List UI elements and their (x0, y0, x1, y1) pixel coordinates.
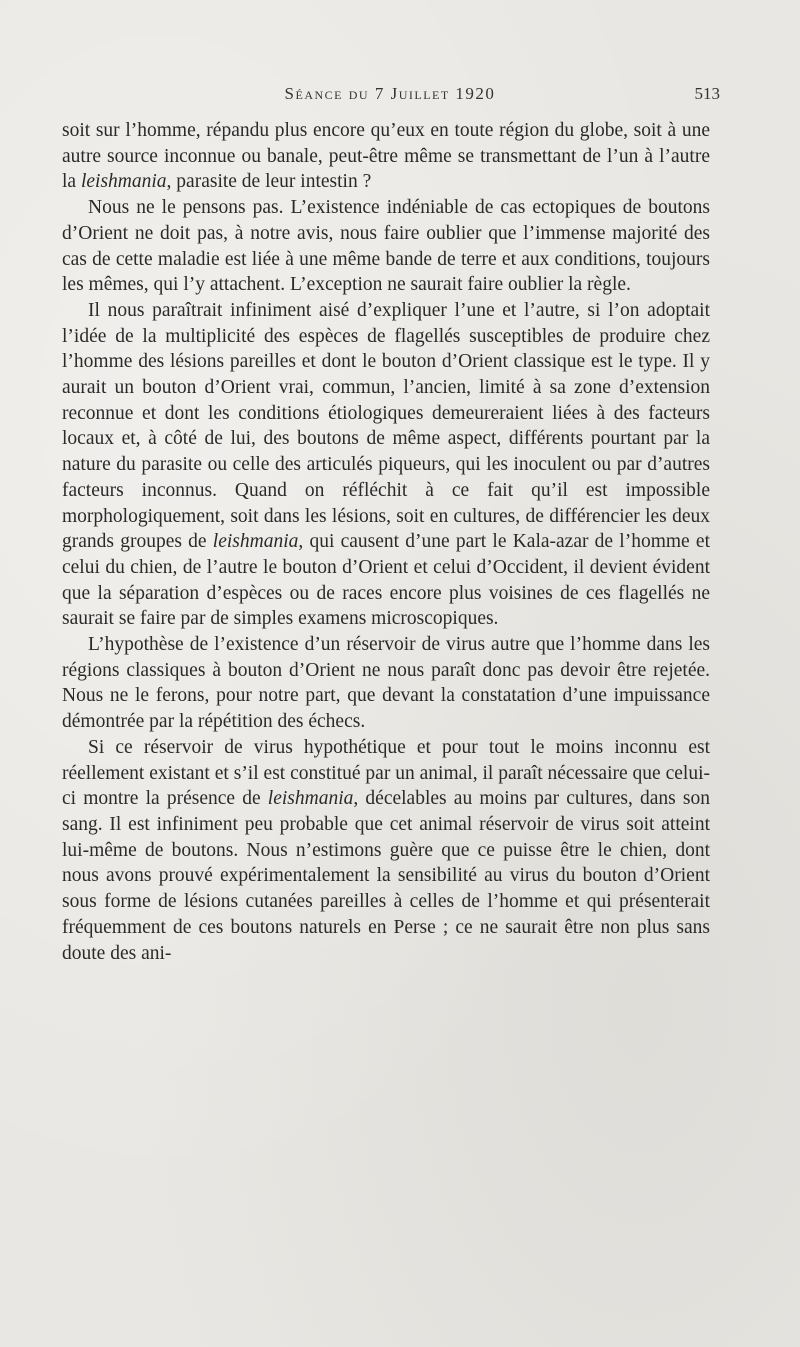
text-segment: L’hypothèse de l’existence d’un réservoir de virus autre que l’homme dans les régions classiques à bouton d’Orient ne nous paraît donc pas devoir être rejetée. Nous ne le ferons, pour notre part, que devant la constatation d’une impuissance démontrée par la répétition des échecs. (62, 634, 710, 733)
page-number: 513 (694, 84, 720, 103)
running-title: Séance du 7 Juillet 1920 (284, 84, 496, 103)
italic-term: leishmania (80, 171, 167, 193)
running-head (60, 84, 720, 108)
italic-term: leishmania (212, 531, 299, 553)
text-segment: , décelables au moins par cultures, dans son sang. Il est infiniment peu probable que cet animal réservoir de virus soit atteint lui-même de boutons. Nous n’estimons guère que ce puisse être le chien, dont nous avons prouvé expérimentalement la sensibilité au virus du bouton d’Orient sous forme de lésions cutanées pareilles à celles de l’homme et qui présenterait fréquemment de ces boutons naturels en Perse ; ce ne saurait être non plus sans doute des ani- (62, 788, 710, 964)
text-segment: soit sur l’homme, répandu plus encore qu’eux en toute région du globe, soit à une autre source inconnue ou banale, peut-être même se transmettant de l’un à l’autre la (62, 120, 710, 193)
paragraph (62, 632, 710, 735)
paragraph (62, 735, 710, 966)
italic-term: leishmania (267, 788, 354, 810)
paragraph (62, 298, 710, 632)
body-text (62, 118, 710, 966)
text-segment: Nous ne le pensons pas. L’existence indéniable de cas ectopiques de boutons d’Orient ne doit pas, à notre avis, nous faire oublier que l’immense majorité des cas de cette maladie est liée à une même bande de terre et aux conditions, toujours les mêmes, qui l’y attachent. L’exception ne saurait faire oublier la règle. (62, 197, 710, 296)
paragraph (62, 195, 710, 298)
text-segment: Il nous paraîtrait infiniment aisé d’expliquer l’une et l’autre, si l’on adoptait l’idée de la multiplicité des espèces de flagellés susceptibles de produire chez l’homme des lésions pareilles et dont le bouton d’Orient classique est le type. Il y aurait un bouton d’Orient vrai, commun, l’ancien, limité à sa zone d’extension reconnue et dont les conditions étiologiques demeureraient liées à des facteurs locaux et, à côté de lui, des boutons de même aspect, différents pourtant par la nature du parasite ou celle des articulés piqueurs, qui les inoculent ou par d’autres facteurs inconnus. Quand on réfléchit à ce fait qu’il est impossible morphologiquement, soit dans les lésions, soit en cultures, de différencier les deux grands groupes de (62, 299, 710, 553)
text-segment: , qui causent d’une part le Kala-azar de l’homme et celui du chien, de l’autre le bouton d’Orient et celui d’Occident, il devient évident que la séparation d’espèces ou de races encore plus voisines de ces flagellés ne saurait se faire par de simples examens microscopiques. (62, 531, 710, 630)
text-segment: Si ce réservoir de virus hypothétique et pour tout le moins inconnu est réellement existant et s’il est constitué par un animal, il paraît nécessaire que celui-ci montre la présence de (62, 736, 710, 810)
text-segment: , parasite de leur intestin ? (166, 171, 372, 193)
paragraph (62, 118, 710, 195)
